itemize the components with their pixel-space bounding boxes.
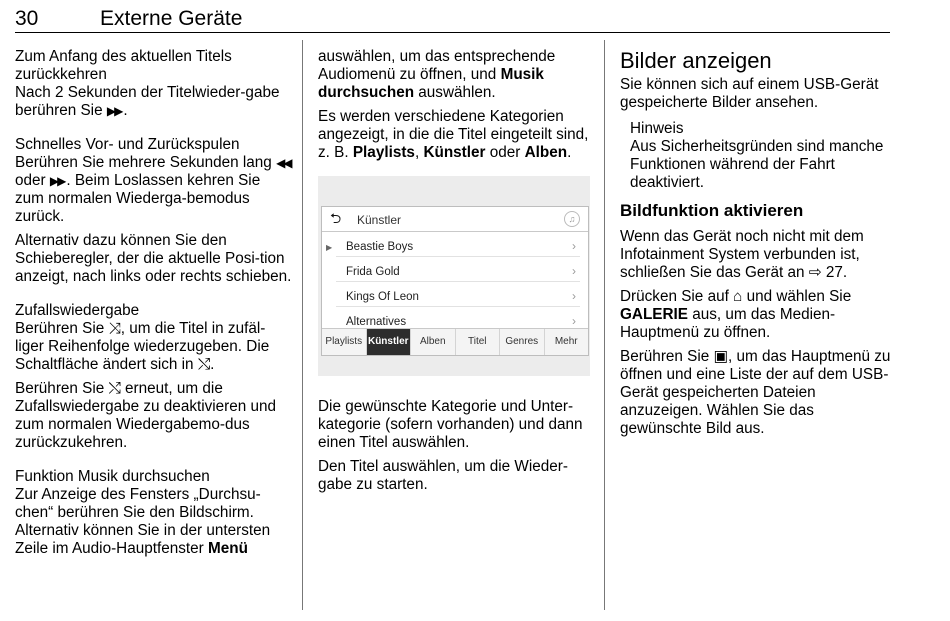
play-indicator-icon: ▶ <box>326 243 333 252</box>
paragraph: Die gewünschte Kategorie und Unter-kategorie (sofern vorhanden) und dann einen Titel auswählen. <box>318 398 583 451</box>
list-item[interactable]: ▶ Beastie Boys › <box>336 232 580 257</box>
skip-back-icon: ▶▶ <box>106 104 122 118</box>
section-restart-track <box>15 48 293 120</box>
tab-playlists[interactable]: Playlists <box>322 329 367 355</box>
column-divider <box>302 40 303 610</box>
paragraph: Sie können sich auf einem USB-Gerät gespeicherte Bilder ansehen. <box>620 76 879 111</box>
section-text: Zur Anzeige des Fensters „Durchsu-chen“ berühren Sie den Bildschirm. Alternativ können Sie in der untersten Zeile im Audio-Hauptfenster Menü <box>15 486 271 557</box>
music-note-icon[interactable]: ♫ <box>564 211 580 227</box>
tab-genres[interactable]: Genres <box>500 329 545 355</box>
column-divider <box>604 40 605 610</box>
section-text: Berühren Sie ⤭ erneut, um die Zufallswiedergabe zu deaktivieren und zum normalen Wiedergabemo-dus zurückzukehren. <box>15 380 277 451</box>
chevron-right-icon: › <box>572 264 576 278</box>
paragraph: Wenn das Gerät noch nicht mit dem Infotainment System verbunden ist, schließen Sie das Gerät an ⇨ 27. <box>620 228 864 281</box>
column-2 <box>318 48 590 494</box>
tab-artists[interactable]: Künstler <box>367 329 412 355</box>
section-browse-music <box>15 468 293 558</box>
section-shuffle <box>15 302 293 452</box>
list-item[interactable]: Alternatives › <box>346 314 576 328</box>
note-text: Aus Sicherheitsgründen sind manche Funktionen während der Fahrt deaktiviert. <box>630 138 884 191</box>
skip-forward-icon: ▶▶ <box>49 174 65 188</box>
paragraph: Berühren Sie ▣, um das Hauptmenü zu öffnen und eine Liste der auf dem USB-Gerät gespeicherten Dateien anzuzeigen. Wählen Sie das gewünschte Bild aus. <box>620 348 891 437</box>
paragraph: Drücken Sie auf ⌂ und wählen Sie GALERIE aus, um das Medien-Hauptmenü zu öffnen. <box>620 288 852 341</box>
subsection-heading: Bildfunktion aktivieren <box>620 201 804 220</box>
section-text: Berühren Sie ⤨, um die Titel in zufäl-liger Reihenfolge wiederzugeben. Die Schaltfläche ändert sich in ⤭. <box>15 320 270 373</box>
paragraph: auswählen, um das entsprechende Audiomenü zu öffnen, und Musik durchsuchen auswählen. <box>318 48 556 101</box>
paragraph: Es werden verschiedene Kategorien angezeigt, in die die Titel eingeteilt sind, z. B. Playlists, Künstler oder Alben. <box>318 108 589 161</box>
skip-back-icon: ◀◀ <box>276 156 291 170</box>
section-text: Berühren Sie mehrere Sekunden lang ◀◀ oder ▶▶ . Beim Loslassen kehren Sie zum normalen Wiederga-bemodus zurück. <box>15 154 291 225</box>
chevron-right-icon: › <box>572 314 576 328</box>
screenshot-artists-screen <box>318 176 590 376</box>
page-title: Externe Geräte <box>100 7 243 30</box>
home-icon: ⌂ <box>733 288 743 305</box>
shuffle-active-icon: ⤭ <box>197 356 211 373</box>
note-label: Hinweis <box>630 120 684 137</box>
section-heading: Schnelles Vor- und Zurückspulen <box>15 136 240 153</box>
tab-titles[interactable]: Titel <box>456 329 501 355</box>
paragraph: Den Titel auswählen, um die Wieder-gabe zu starten. <box>318 458 568 493</box>
note-box <box>630 120 892 192</box>
back-arrow-icon[interactable]: ⮌ <box>330 210 342 226</box>
section-title: Bilder anzeigen <box>620 48 772 73</box>
section-text: Nach 2 Sekunden der Titelwieder-gabe berühren Sie ▶▶ . <box>15 84 280 119</box>
page-header <box>15 6 890 33</box>
screen-title-bar <box>322 207 588 232</box>
section-text: Alternativ dazu können Sie den Schieberegler, der die aktuelle Posi-tion anzeigt, nach links oder rechts schieben. <box>15 232 292 285</box>
section-heading: Zufallswiedergabe <box>15 302 140 319</box>
shuffle-active-icon: ⤭ <box>108 380 121 397</box>
list-item[interactable]: Kings Of Leon › <box>336 282 580 307</box>
category-tab-bar <box>322 328 588 355</box>
column-3 <box>620 48 892 438</box>
list-item[interactable]: Frida Gold › <box>336 257 580 282</box>
page-number: 30 <box>15 7 39 30</box>
image-icon: ▣ <box>713 348 728 365</box>
section-seek <box>15 136 293 286</box>
section-heading: Funktion Musik durchsuchen <box>15 468 210 485</box>
chevron-right-icon: › <box>572 289 576 303</box>
tab-more[interactable]: Mehr <box>554 336 578 347</box>
shuffle-icon: ⤨ <box>108 320 121 337</box>
screen-title: Künstler <box>357 213 402 227</box>
column-1 <box>15 48 293 568</box>
reference-arrow-icon: ⇨ <box>808 264 822 281</box>
chevron-right-icon: › <box>572 239 576 253</box>
tab-albums[interactable]: Alben <box>411 329 456 355</box>
infotainment-screen <box>321 206 589 356</box>
section-heading: Zum Anfang des aktuellen Titels zurückkehren <box>15 48 232 83</box>
